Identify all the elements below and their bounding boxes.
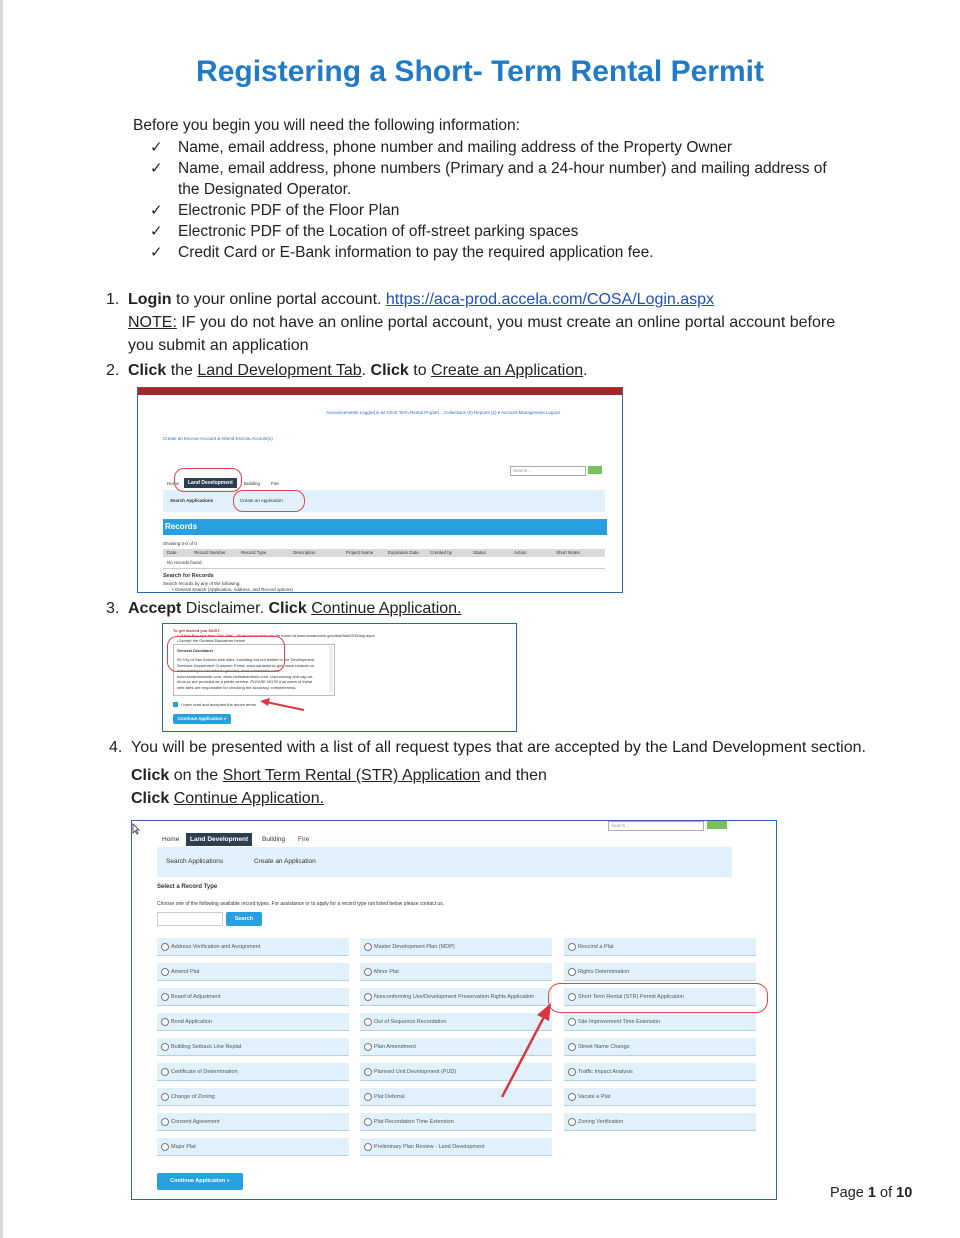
top-nav: Announcements Logged in as:Short Term Rental Propert... Collections (0) Reports (1) ▾ Account Management Logout	[326, 410, 560, 415]
search-input: Search...	[510, 466, 586, 476]
record-type-option: Vacate a Plat	[564, 1088, 756, 1106]
screenshot-disclaimer	[162, 623, 517, 732]
header-bar	[138, 388, 622, 395]
red-arrow-icon	[258, 698, 308, 714]
showing-count: Showing 0-0 of 0	[163, 541, 197, 546]
step-4-click: Click on the Short Term Rental (STR) Application and then Click Continue Application.	[131, 767, 547, 807]
subnav	[157, 847, 732, 877]
subnav	[163, 490, 605, 512]
record-type-instruction: Choose one of the following available record types. For assistance or to apply for a record type not listed below please contact us.	[157, 901, 445, 907]
requirement-item: ✓ Electronic PDF of the Location of off-street parking spaces	[150, 222, 579, 240]
record-type-option: Major Plat	[157, 1138, 349, 1156]
record-type-option: Rights Determination	[564, 963, 756, 981]
continue-application-button: Continue Application »	[157, 1173, 243, 1190]
record-search-button: Search	[226, 912, 262, 926]
popup-note: • "Allow Pop-ups from This Site" - More information can be found at www.sanantonio.gov/dsd/AskDSDhelp.aspx	[177, 633, 375, 638]
col-record-type: Record Type	[241, 550, 267, 555]
tab-home: Home	[162, 836, 180, 843]
record-type-option: Planned Unit Development (PUD)	[360, 1063, 552, 1081]
record-type-option: Plan Amendment	[360, 1038, 552, 1056]
record-type-option: Plat Recordation Time Extension	[360, 1113, 552, 1131]
record-type-option: Building Setback Line Replat	[157, 1038, 349, 1056]
subtab-search-applications: Search Applications	[170, 498, 214, 503]
record-type-option: Traffic Impact Analysis	[564, 1063, 756, 1081]
subtab-search-applications: Search Applications	[166, 858, 224, 865]
search-input: Search...	[608, 821, 704, 831]
step-1: 1. Login to your online portal account. https://aca-prod.accela.com/COSA/Login.aspx NOTE: IF you do not have an online portal account, you must create an online portal account before you submit an application	[106, 291, 836, 354]
requirement-item: ✓ Name, email address, phone number and mailing address of the Property Owner	[150, 138, 732, 156]
disclaimer-title: General Disclaimer	[177, 648, 214, 653]
record-type-option: Zoning Verification	[564, 1113, 756, 1131]
col-created-by: Created by	[430, 550, 453, 555]
tab-building: Building	[262, 836, 286, 843]
page-edge	[0, 0, 3, 1238]
scrollbar	[329, 646, 333, 692]
col-date: Date	[167, 550, 177, 555]
disclaimer-text: 90 City of San Antonio web sites, including but not limited to the Development Services Department Customer Portal, www.sanantonio.gov, www.cosacst.us, www.saedcpro.sanantonio.gov/dsd, www.sanantonio.com, www.sanantoniosite.com, www.visitsanantonio.com, reproducing and cap-ue-hb.ts.sc are provided as a public service. PLEASE NOTE that users of these web sites are responsible for checking the accuracy, completeness,	[177, 657, 315, 690]
requirement-item: ✓ Credit Card or E-Bank information to pay the required application fee.	[150, 243, 654, 261]
record-type-option: Change of Zoning	[157, 1088, 349, 1106]
check-icon: ✓	[150, 201, 163, 219]
record-type-option: Street Name Change	[564, 1038, 756, 1056]
record-type-option: Address Verification and Assignment	[157, 938, 349, 956]
requirement-item: ✓ Electronic PDF of the Floor Plan	[150, 201, 400, 219]
cursor-icon	[132, 823, 142, 835]
record-type-option: Site Improvement Time Extension	[564, 1013, 756, 1031]
record-type-option: Consent Agreement	[157, 1113, 349, 1131]
record-type-option-str: Short Term Rental (STR) Permit Application	[564, 988, 756, 1006]
record-type-option: Preliminary Plan Review - Land Development	[360, 1138, 552, 1156]
tab-home: Home	[167, 481, 180, 486]
tab-land-development: Land Development	[184, 478, 237, 488]
screenshot-records-page	[137, 387, 623, 593]
checkbox-label: I have read and accepted the above terms.	[181, 702, 258, 707]
search-go-icon	[588, 466, 602, 474]
search-go-icon	[707, 821, 727, 829]
check-icon: ✓	[150, 159, 163, 177]
highlight-circle	[167, 636, 285, 672]
record-type-option: Amend Plat	[157, 963, 349, 981]
no-records: No records found.	[167, 560, 203, 565]
col-short-notes: Short Notes	[556, 550, 580, 555]
tab-land-development: Land Development	[186, 833, 252, 846]
check-icon: ✓	[150, 138, 163, 156]
step-4: 4. You will be presented with a list of all request types that are accepted by the Land Development section.	[109, 739, 866, 756]
tab-building: Building	[244, 481, 261, 486]
select-record-type-heading: Select a Record Type	[157, 884, 218, 890]
record-type-option: Minor Plat	[360, 963, 552, 981]
get-started: To get started you MUST:	[173, 628, 221, 633]
screenshot-record-types	[131, 820, 777, 1200]
highlight-circle	[233, 490, 305, 512]
subtab-create-application: Create an Application	[254, 858, 316, 865]
tab-fire: Fire	[271, 481, 279, 486]
record-type-option: Nonconforming Use/Development Preservation Rights Application	[360, 988, 552, 1006]
record-type-option: Board of Adjustment	[157, 988, 349, 1006]
divider	[163, 568, 605, 569]
page-title: Registering a Short- Term Rental Permit	[196, 55, 764, 88]
check-icon: ✓	[150, 243, 163, 261]
record-type-option: Plat Deferral	[360, 1088, 552, 1106]
intro-text: Before you begin you will need the following information:	[133, 117, 520, 134]
record-type-option: Rescind a Plat	[564, 938, 756, 956]
highlight-circle	[548, 983, 768, 1013]
search-desc: Search records by any of the following:	[163, 581, 241, 586]
requirement-item: ✓ Name, email address, phone numbers (Primary and a 24-hour number) and mailing address of the Designated Operator.	[150, 159, 827, 198]
col-project-name: Project Name	[346, 550, 374, 555]
tab-fire: Fire	[298, 836, 310, 843]
step-3: 3. Accept Disclaimer. Click Continue Application.	[106, 600, 462, 617]
step-2: 2. Click the Land Development Tab. Click to Create an Application.	[106, 362, 588, 379]
escrow-link: Create an Escrow Account & Attend Escrow Account(s)	[163, 436, 273, 441]
col-status: Status	[473, 550, 486, 555]
record-search-input	[157, 912, 223, 926]
accept-note: • Accept the General Disclaimer below	[177, 638, 245, 643]
continue-application-button: Continue Application »	[173, 714, 231, 724]
record-type-option: Out of Sequence Recordation	[360, 1013, 552, 1031]
col-record-number: Record Number	[194, 550, 226, 555]
table-header	[163, 549, 605, 557]
col-action: Action	[514, 550, 527, 555]
login-link[interactable]: https://aca-prod.accela.com/COSA/Login.aspx	[385, 291, 715, 308]
requirements-list	[150, 137, 850, 263]
highlight-circle	[174, 468, 242, 492]
record-type-option: Bond Application	[157, 1013, 349, 1031]
red-arrow-icon	[497, 1001, 557, 1101]
col-expiration-date: Expiration Date	[388, 550, 419, 555]
records-header: Records	[163, 519, 607, 535]
search-for-records: Search for Records	[163, 573, 214, 579]
check-icon: ✓	[150, 222, 163, 240]
search-more: • General Search (Application, Address, and Record options)	[172, 587, 293, 592]
page-number: Page 1 of 10	[830, 1185, 913, 1201]
record-type-option: Certificate of Determination	[157, 1063, 349, 1081]
accept-checkbox	[173, 702, 178, 707]
subtab-create-application: Create an Application	[240, 498, 283, 503]
col-description: Description	[293, 550, 316, 555]
record-type-option: Master Development Plan (MDP)	[360, 938, 552, 956]
